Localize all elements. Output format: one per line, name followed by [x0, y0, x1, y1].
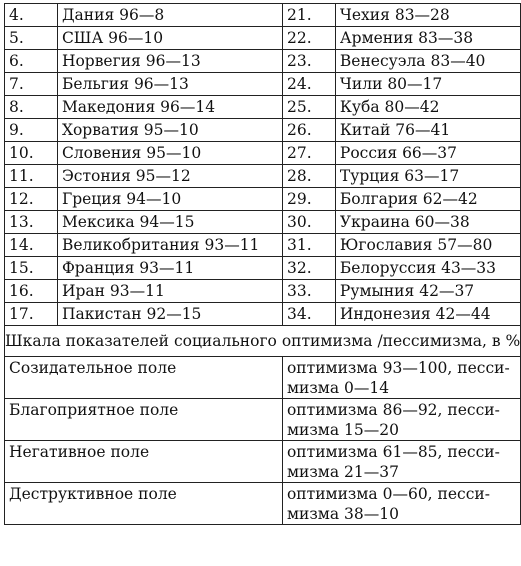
table-row — [5, 303, 521, 326]
table-row — [5, 73, 521, 96]
rank-cell: 24. — [282, 73, 335, 96]
country-cell: Хорватия 95—10 — [57, 119, 282, 142]
country-cell: Куба 80—42 — [335, 96, 520, 119]
rank-cell: 12. — [5, 188, 58, 211]
rank-cell: 17. — [5, 303, 58, 326]
field-value: оптимизма 0—60, песси-мизма 38—10 — [282, 483, 520, 525]
scale-heading: Шкала показателей социального оптимизма /пессимизма, в % — [5, 326, 521, 357]
country-cell: Югославия 57—80 — [335, 234, 520, 257]
rank-cell: 4. — [5, 4, 58, 27]
country-cell: Венесуэла 83—40 — [335, 50, 520, 73]
country-cell: Словения 95—10 — [57, 142, 282, 165]
country-cell: Болгария 62—42 — [335, 188, 520, 211]
table-row — [5, 50, 521, 73]
rank-cell: 7. — [5, 73, 58, 96]
country-cell: Украина 60—38 — [335, 211, 520, 234]
rank-cell: 8. — [5, 96, 58, 119]
rank-cell: 10. — [5, 142, 58, 165]
rank-cell: 25. — [282, 96, 335, 119]
rank-cell: 34. — [282, 303, 335, 326]
rank-cell: 16. — [5, 280, 58, 303]
country-cell: Китай 76—41 — [335, 119, 520, 142]
field-value: оптимизма 86—92, песси-мизма 15—20 — [282, 399, 520, 441]
rank-cell: 26. — [282, 119, 335, 142]
rank-cell: 14. — [5, 234, 58, 257]
field-row — [5, 441, 521, 483]
field-name: Благоприятное поле — [5, 399, 283, 441]
rank-cell: 5. — [5, 27, 58, 50]
field-value: оптимизма 93—100, песси-мизма 0—14 — [282, 357, 520, 399]
field-row — [5, 483, 521, 525]
rank-cell: 33. — [282, 280, 335, 303]
country-cell: Белоруссия 43—33 — [335, 257, 520, 280]
table-body — [5, 4, 521, 525]
field-value: оптимизма 61—85, песси-мизма 21—37 — [282, 441, 520, 483]
country-cell: Россия 66—37 — [335, 142, 520, 165]
rank-cell: 6. — [5, 50, 58, 73]
country-cell: Иран 93—11 — [57, 280, 282, 303]
table-row — [5, 96, 521, 119]
country-cell: Эстония 95—12 — [57, 165, 282, 188]
table-row — [5, 165, 521, 188]
rank-cell: 22. — [282, 27, 335, 50]
field-name: Негативное поле — [5, 441, 283, 483]
table-row — [5, 234, 521, 257]
country-cell: Румыния 42—37 — [335, 280, 520, 303]
field-row — [5, 399, 521, 441]
table-row — [5, 142, 521, 165]
field-row — [5, 357, 521, 399]
field-name: Созидательное поле — [5, 357, 283, 399]
scale-heading-row — [5, 326, 521, 357]
rank-cell: 21. — [282, 4, 335, 27]
country-cell: Турция 63—17 — [335, 165, 520, 188]
rank-cell: 13. — [5, 211, 58, 234]
table-row — [5, 211, 521, 234]
country-cell: Пакистан 92—15 — [57, 303, 282, 326]
rank-cell: 28. — [282, 165, 335, 188]
country-cell: Чили 80—17 — [335, 73, 520, 96]
rank-cell: 23. — [282, 50, 335, 73]
country-cell: Македония 96—14 — [57, 96, 282, 119]
country-cell: Чехия 83—28 — [335, 4, 520, 27]
table-row — [5, 188, 521, 211]
country-cell: Армения 83—38 — [335, 27, 520, 50]
rank-cell: 11. — [5, 165, 58, 188]
rank-cell: 15. — [5, 257, 58, 280]
table-row — [5, 280, 521, 303]
country-cell: Индонезия 42—44 — [335, 303, 520, 326]
country-cell: Греция 94—10 — [57, 188, 282, 211]
rank-cell: 29. — [282, 188, 335, 211]
country-cell: Дания 96—8 — [57, 4, 282, 27]
table-row — [5, 27, 521, 50]
table-row — [5, 4, 521, 27]
field-name: Деструктивное поле — [5, 483, 283, 525]
rank-cell: 9. — [5, 119, 58, 142]
country-cell: Франция 93—11 — [57, 257, 282, 280]
table-row — [5, 119, 521, 142]
country-cell: Мексика 94—15 — [57, 211, 282, 234]
rank-cell: 30. — [282, 211, 335, 234]
table-row — [5, 257, 521, 280]
rank-cell: 31. — [282, 234, 335, 257]
country-cell: США 96—10 — [57, 27, 282, 50]
optimism-table — [4, 3, 521, 525]
rank-cell: 27. — [282, 142, 335, 165]
country-cell: Бельгия 96—13 — [57, 73, 282, 96]
rank-cell: 32. — [282, 257, 335, 280]
country-cell: Норвегия 96—13 — [57, 50, 282, 73]
country-cell: Великобритания 93—11 — [57, 234, 282, 257]
